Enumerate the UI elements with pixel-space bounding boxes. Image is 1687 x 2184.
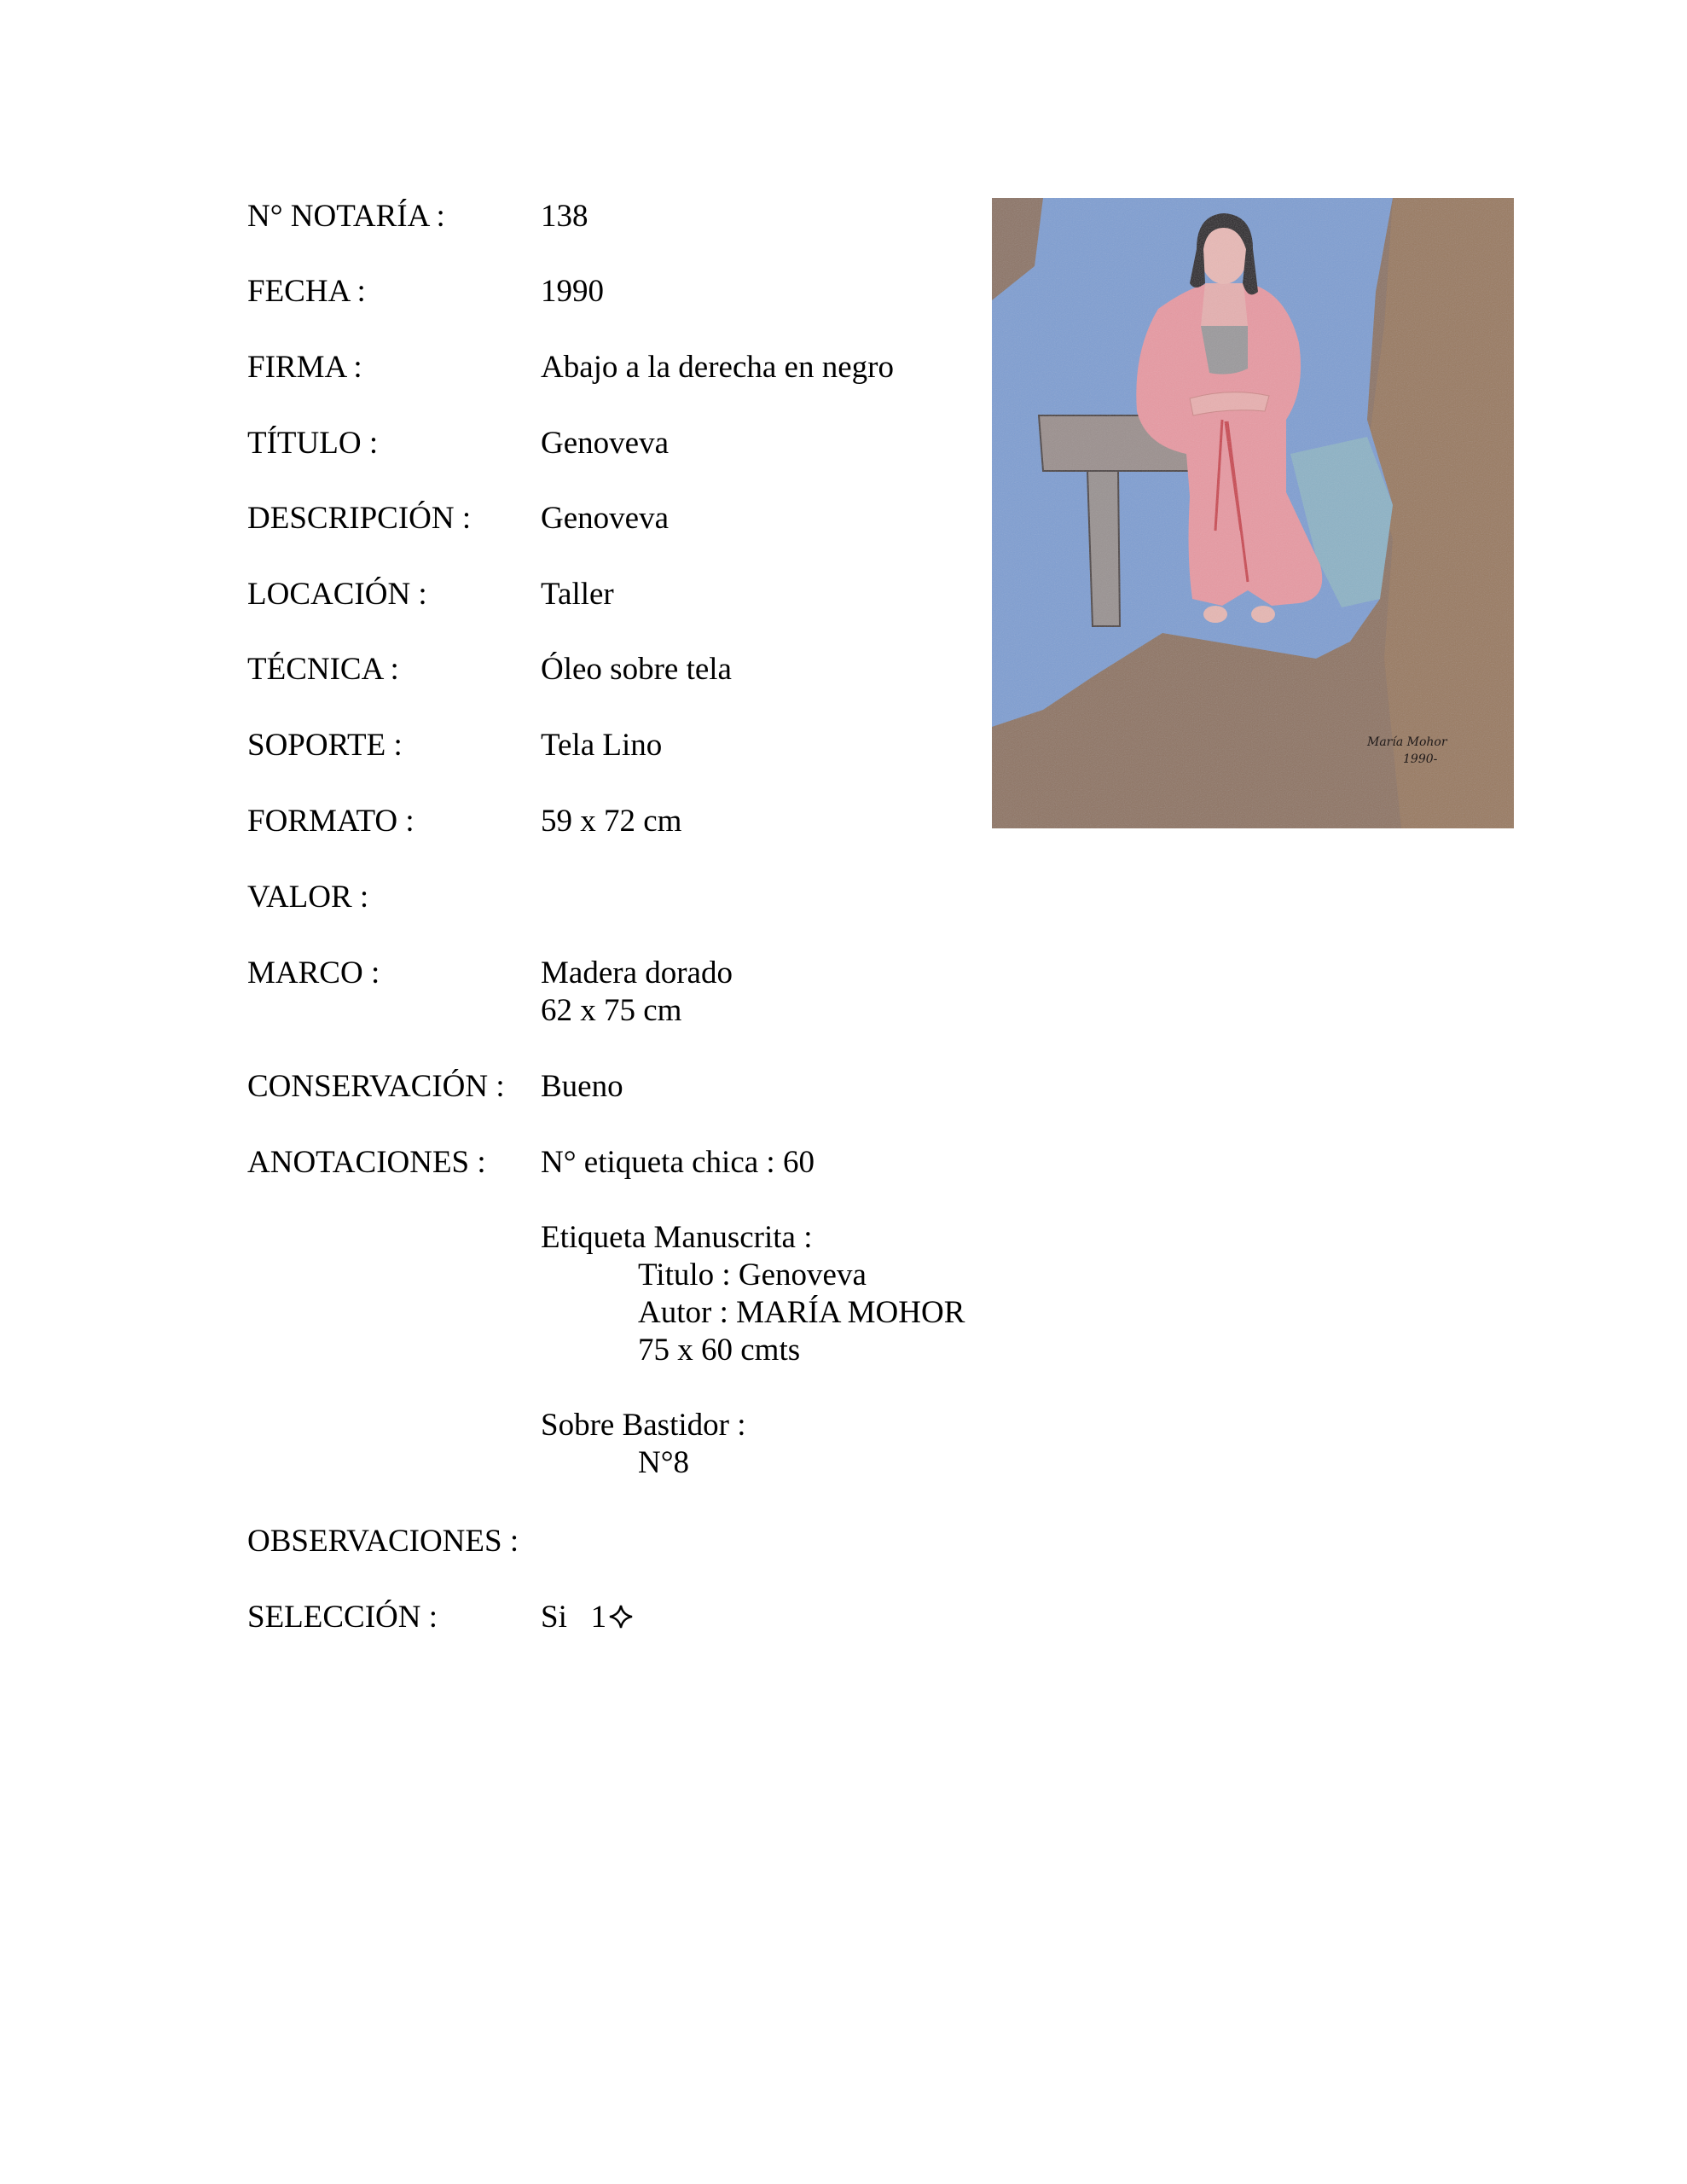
artwork-photo (992, 198, 1514, 828)
painting-genoveva (992, 198, 1514, 828)
sobre-bastidor-numero: N°8 (638, 1445, 690, 1480)
notaria-value: 138 (541, 199, 588, 234)
descripcion-value: Genoveva (541, 501, 669, 536)
formato-value: 59 x 72 cm (541, 804, 682, 839)
fecha-label: FECHA : (247, 274, 366, 309)
marco-value (541, 955, 733, 1030)
locacion-value: Taller (541, 577, 614, 612)
conservacion-label: CONSERVACIÓN : (247, 1069, 505, 1104)
titulo-label: TÍTULO : (247, 426, 379, 461)
neck (1201, 283, 1248, 326)
painting-signature-year: 1990- (1403, 752, 1438, 766)
foot-left (1203, 606, 1227, 623)
etiqueta-manuscrita-heading: Etiqueta Manuscrita : (541, 1220, 813, 1255)
etiqueta-manuscrita-medidas: 75 x 60 cmts (638, 1333, 801, 1368)
locacion-label: LOCACIÓN : (247, 577, 427, 612)
marco-material: Madera dorado (541, 956, 733, 990)
marco-dimensions: 62 x 75 cm (541, 993, 682, 1028)
etiqueta-manuscrita-autor: Autor : MARÍA MOHOR (638, 1295, 965, 1330)
firma-label: FIRMA : (247, 350, 362, 385)
sobre-bastidor-heading: Sobre Bastidor : (541, 1408, 746, 1443)
painting-signature: María Mohor (1367, 735, 1447, 749)
seleccion-value (541, 1599, 634, 1636)
bench-leg (1087, 471, 1120, 626)
tecnica-value: Óleo sobre tela (541, 652, 732, 687)
soporte-value: Tela Lino (541, 728, 663, 763)
valor-label: VALOR : (247, 880, 369, 915)
tecnica-label: TÉCNICA : (247, 652, 399, 687)
seleccion-label: SELECCIÓN : (247, 1600, 438, 1635)
conservacion-value: Bueno (541, 1069, 623, 1104)
seleccion-text: Si 1 (541, 1600, 607, 1635)
foot-right (1251, 606, 1275, 623)
formato-label: FORMATO : (247, 804, 415, 839)
four-point-star-icon (608, 1601, 634, 1627)
marco-label: MARCO : (247, 956, 380, 990)
etiqueta-manuscrita-titulo: Titulo : Genoveva (638, 1258, 867, 1292)
titulo-value: Genoveva (541, 426, 669, 461)
etiqueta-chica: N° etiqueta chica : 60 (541, 1145, 815, 1180)
firma-value: Abajo a la derecha en negro (541, 350, 894, 385)
descripcion-label: DESCRIPCIÓN : (247, 501, 472, 536)
anotaciones-label: ANOTACIONES : (247, 1145, 486, 1180)
soporte-label: SOPORTE : (247, 728, 403, 763)
fecha-value: 1990 (541, 274, 604, 309)
anotaciones-value (541, 1144, 965, 1482)
notaria-label: N° NOTARÍA : (247, 199, 445, 234)
observaciones-label: OBSERVACIONES : (247, 1524, 519, 1559)
